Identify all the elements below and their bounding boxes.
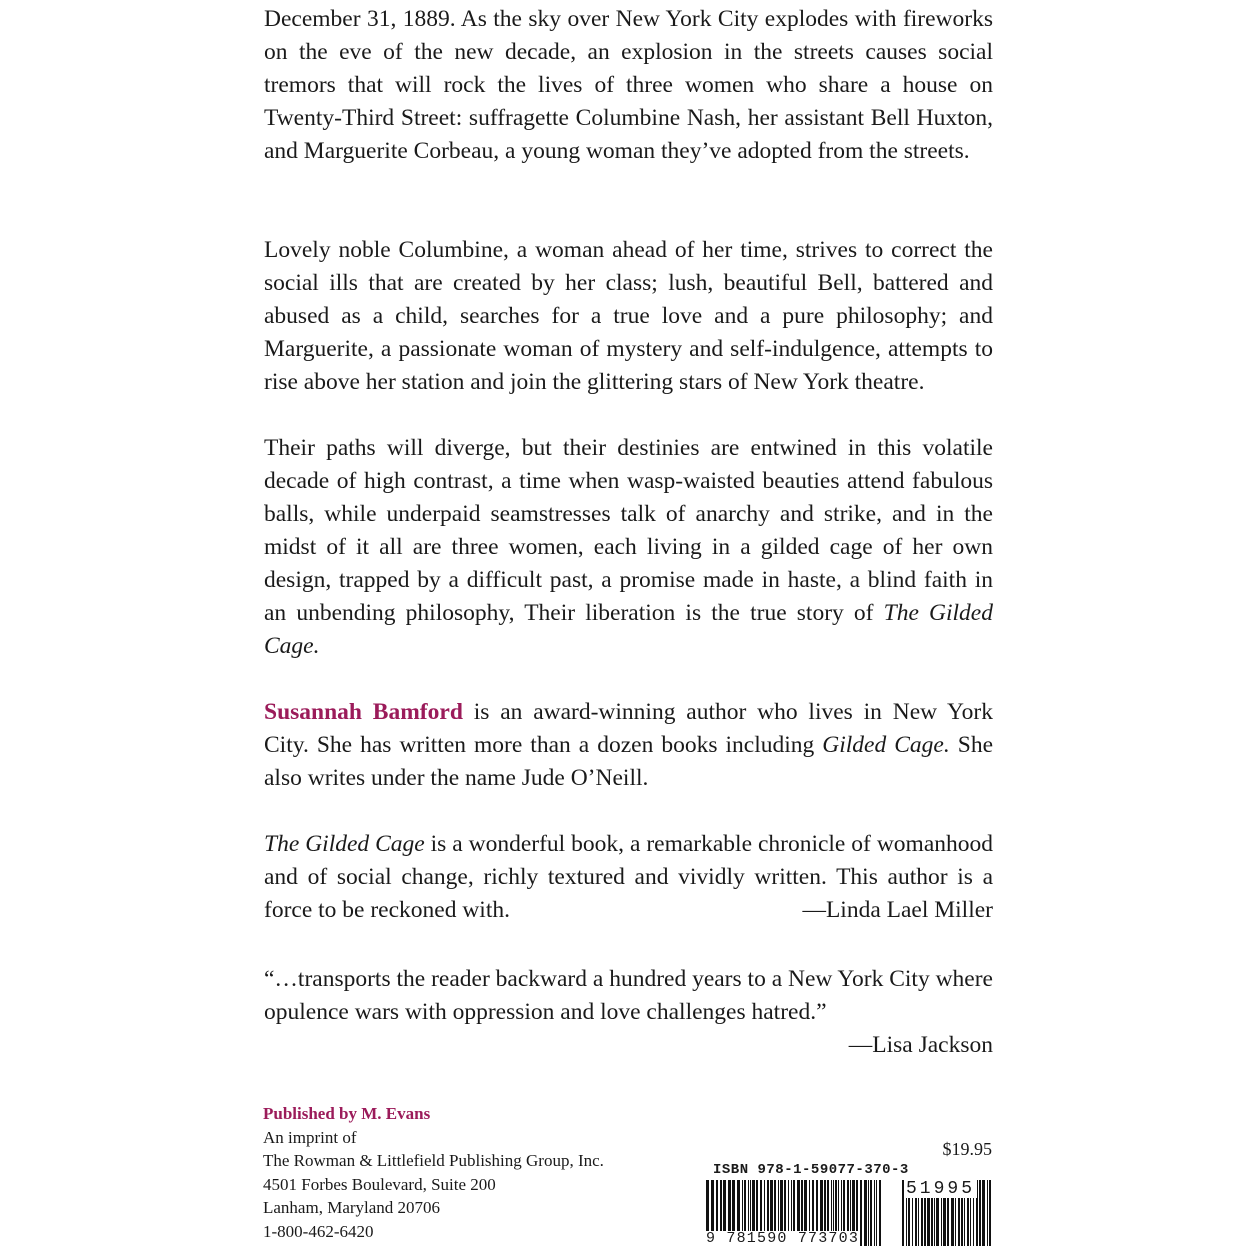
blurb-1-attribution: —Linda Lael Miller — [802, 897, 993, 923]
barcode-bar — [979, 1180, 981, 1246]
synopsis-paragraph-3 — [264, 432, 993, 663]
publisher-line-5: 1-800-462-6420 — [263, 1221, 374, 1241]
addon-digits: 51995 — [906, 1179, 976, 1199]
barcode-bar — [879, 1180, 881, 1246]
barcode-bar — [860, 1180, 862, 1246]
blurb-2-text: “…transports the reader backward a hundred years to a New York City where opulence wars with oppression and love challenges hatred.” — [264, 966, 993, 1025]
price: $19.95 — [942, 1139, 992, 1159]
book-title-italic: The Gilded Cage. — [264, 600, 993, 659]
barcode-bar — [989, 1180, 991, 1246]
barcode-bar — [868, 1180, 869, 1246]
author-bio-part-a: is an award-winning author who lives in New York City. She has written more than a dozen books including — [264, 699, 993, 758]
publisher-line-2: The Rowman & Littlefield Publishing Group, Inc. — [263, 1151, 604, 1171]
publisher-info — [263, 1102, 604, 1244]
blurb-lisa-jackson — [264, 963, 993, 1062]
author-bio — [264, 696, 993, 795]
blurb-1-body: is a wonderful book, a remarkable chronicle of womanhood and of social change, richly textured and vividly written. This author is a force to be reckoned with. — [264, 831, 993, 923]
barcode-bar — [987, 1180, 988, 1246]
author-bio-text — [264, 696, 993, 795]
synopsis-text-3-main: Their paths will diverge, but their destinies are entwined in this volatile decade of high contrast, a time when wasp-waisted beauties attend fabulous balls, while underpaid seamstresses talk of anarchy and strike, and in the midst of it all are three women, each living in a gilded cage of her own design, trapped by a difficult past, a promise made in haste, a blind faith in an unbending philosophy, Their liberation is the true story of — [264, 435, 993, 626]
publisher-line-3: 4501 Forbes Boulevard, Suite 200 — [263, 1174, 496, 1194]
barcode-bar — [982, 1180, 985, 1246]
barcode-bar — [864, 1180, 867, 1246]
synopsis-paragraph-1 — [264, 3, 993, 168]
blurb-linda-lael-miller — [264, 828, 993, 927]
barcode-bar — [876, 1180, 877, 1246]
synopsis-text-1: December 31, 1889. As the sky over New York City explodes with fireworks on the eve of the new decade, an explosion in the streets causes social tremors that will rock the lives of three women who share a house on Twenty-Third Street: suffragette Columbine Nash, her assistant Bell Huxton, and Marguerite Corbeau, a young woman they’ve adopted from the streets. — [264, 6, 993, 164]
synopsis-text-3 — [264, 432, 993, 663]
ean-digits: 9 781590 773703 — [706, 1230, 860, 1247]
author-name: Susannah Bamford — [264, 699, 463, 725]
synopsis-paragraph-2 — [264, 234, 993, 399]
synopsis-text-2: Lovely noble Columbine, a woman ahead of her time, strives to correct the social ills that are created by her class; lush, beautiful Bell, battered and abused as a child, searches for a true love and a pure philosophy; and Marguerite, a passionate woman of mystery and self-indulgence, attempts to rise above her station and join the glittering stars of New York theatre. — [264, 237, 993, 395]
publisher-line-4: Lanham, Maryland 20706 — [263, 1198, 441, 1218]
isbn-label: ISBN 978-1-59077-370-3 — [713, 1162, 909, 1178]
author-bio-part-b: She also writes under the name Jude O’Neill. — [264, 732, 993, 791]
publisher-line-1: An imprint of — [263, 1127, 357, 1147]
published-by: Published by M. Evans — [263, 1104, 431, 1123]
barcode-bar — [874, 1180, 875, 1246]
blurb-1-title: The Gilded Cage — [264, 831, 425, 857]
author-bio-book: Gilded Cage. — [822, 732, 950, 758]
barcode-bar — [870, 1180, 872, 1246]
blurb-2-attribution: —Lisa Jackson — [848, 1032, 993, 1058]
